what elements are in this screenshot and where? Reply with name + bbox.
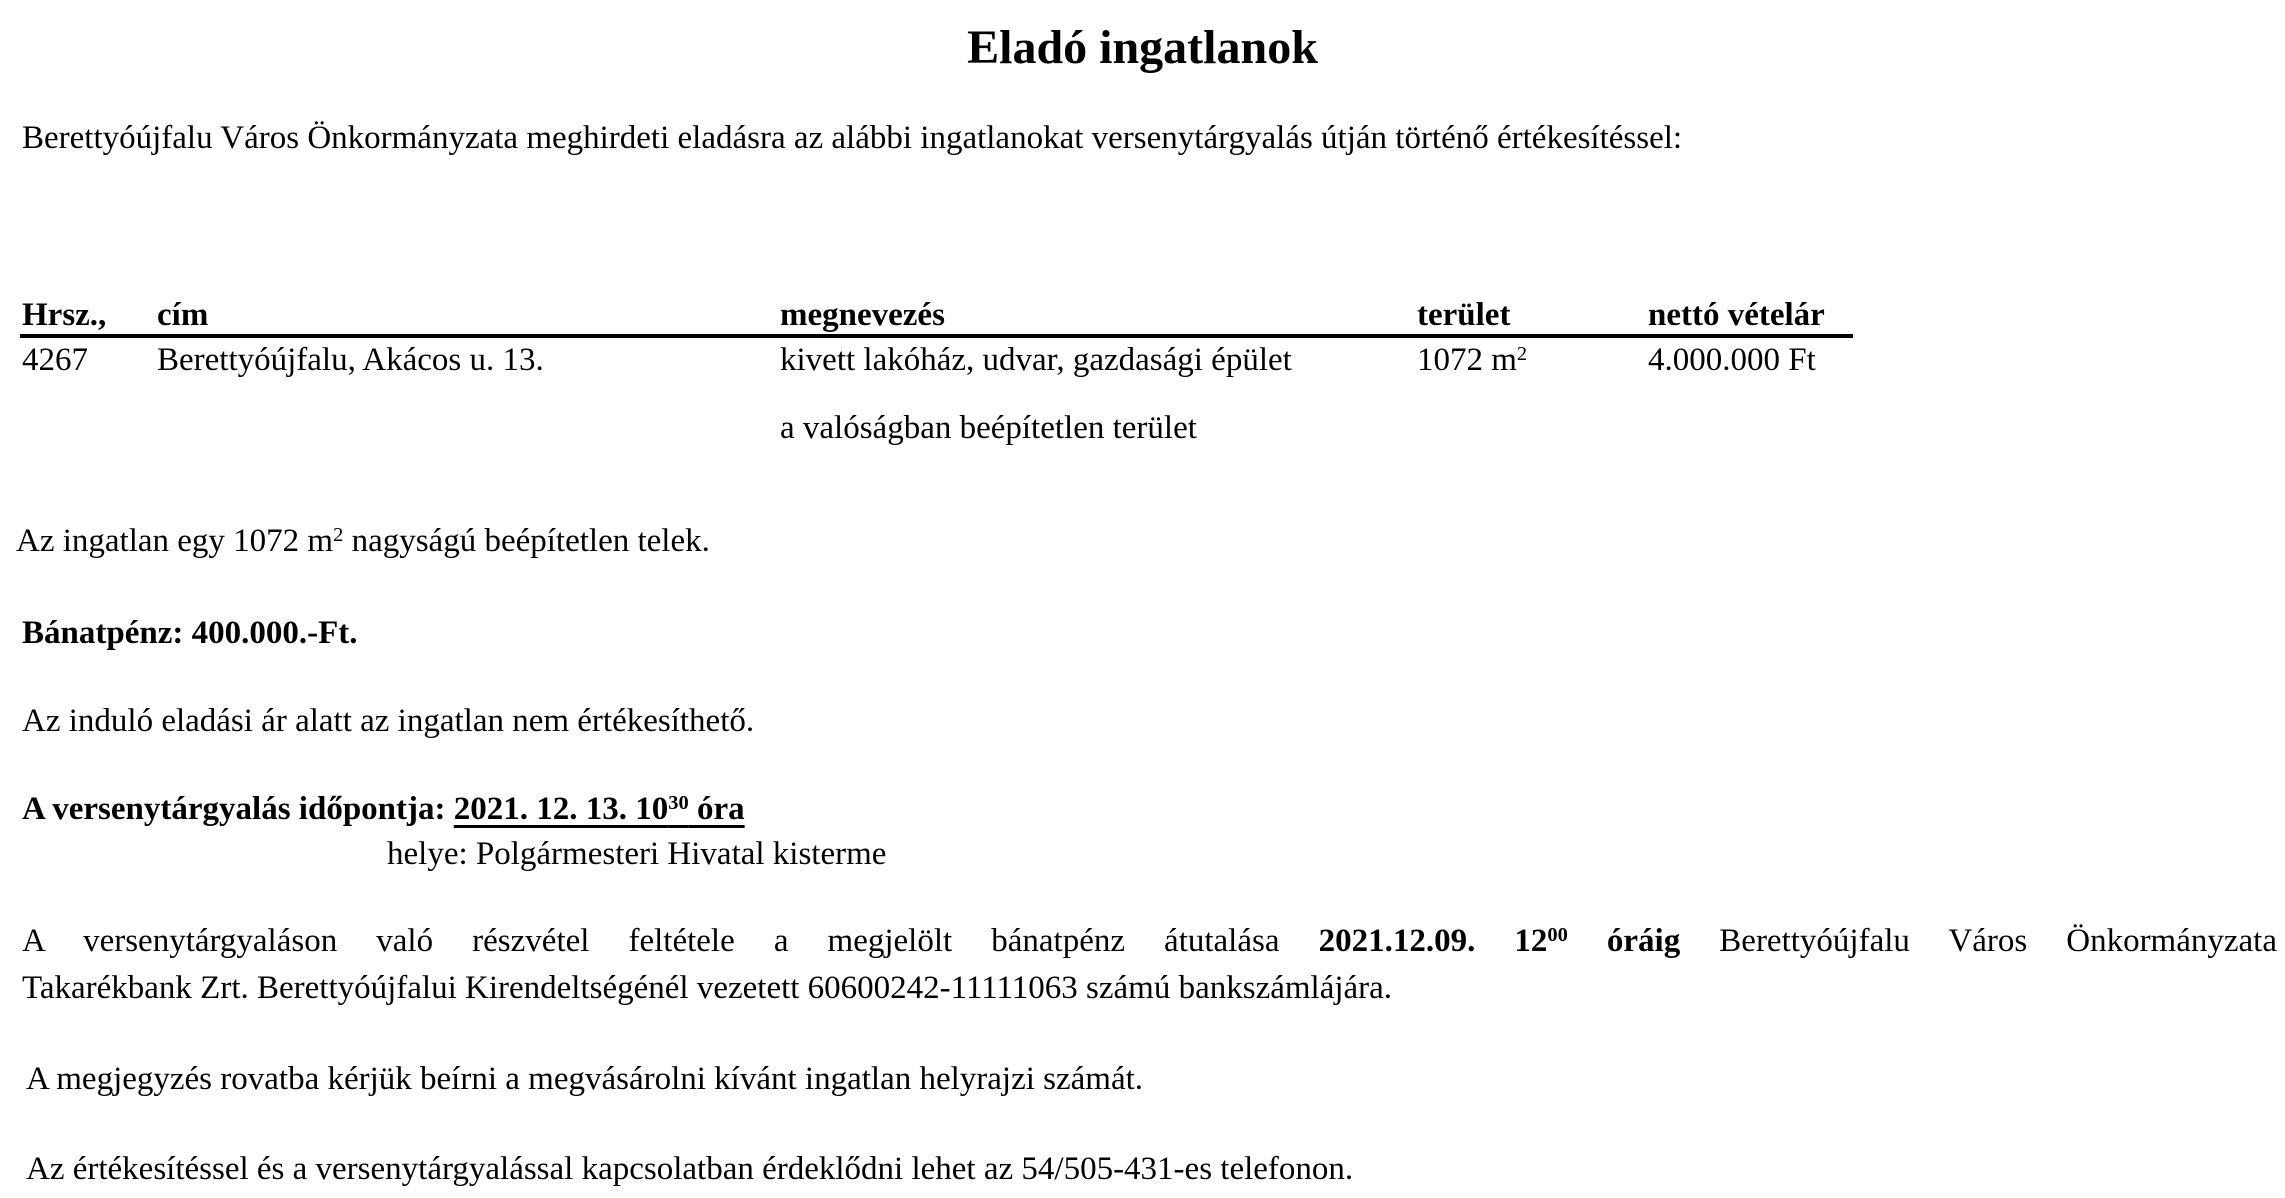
page-title: Eladó ingatlanok	[967, 21, 1318, 74]
header-megnevezes: megnevezés	[780, 297, 945, 333]
deposit-amount: Bánatpénz: 400.000.-Ft.	[22, 615, 358, 651]
table-header-rule	[20, 334, 1853, 338]
auction-datetime-value	[454, 791, 745, 827]
auction-time-suffix: óra	[688, 791, 745, 827]
auction-datetime	[22, 793, 745, 826]
condition-text-after: Berettyóújfalu Város Önkormányzata	[1680, 923, 2277, 959]
cell-megnevezes-note: a valóságban beépítetlen terület	[780, 410, 1197, 446]
desc-text: Az ingatlan egy 1072 m	[16, 523, 334, 559]
contact-info: Az értékesítéssel és a versenytárgyalással kapcsolatban érdeklődni lehet az 54/505-431-es telefonon.	[26, 1151, 1354, 1187]
header-terulet: terület	[1417, 297, 1511, 333]
header-cim: cím	[157, 297, 209, 333]
intro-paragraph: Berettyóújfalu Város Önkormányzata meghirdeti eladásra az alábbi ingatlanokat versenytárgyalás útján történő értékesítéssel:	[22, 120, 1683, 156]
participation-condition	[22, 925, 2277, 958]
header-netto-vetelar: nettó vételár	[1648, 297, 1825, 333]
auction-location: helye: Polgármesteri Hivatal kisterme	[387, 836, 887, 872]
header-hrsz: Hrsz.,	[22, 297, 107, 333]
desc-text-after: nagyságú beépítetlen telek.	[343, 523, 710, 559]
cell-megnevezes: kivett lakóház, udvar, gazdasági épület	[780, 342, 1292, 378]
cell-netto-vetelar: 4.000.000 Ft	[1648, 342, 1816, 378]
auction-datetime-label: A versenytárgyalás időpontja:	[22, 791, 454, 827]
deadline-suffix: óráig	[1567, 923, 1681, 959]
terulet-unit-exponent: 2	[1516, 342, 1528, 365]
cell-hrsz: 4267	[22, 342, 88, 378]
deadline-date: 2021.12.09. 12	[1318, 923, 1548, 959]
remark-instruction: A megjegyzés rovatba kérjük beírni a megvásárolni kívánt ingatlan helyrajzi számát.	[26, 1061, 1144, 1097]
bank-account-info: Takarékbank Zrt. Berettyóújfalui Kirendeltségénél vezetett 60600242-11111063 számú bankszámlájára.	[22, 970, 1393, 1006]
cell-cim: Berettyóújfalu, Akácos u. 13.	[157, 342, 544, 378]
deposit-deadline	[1319, 923, 1681, 959]
cell-terulet	[1417, 344, 1527, 377]
terulet-value: 1072 m	[1417, 342, 1517, 378]
property-description	[16, 525, 710, 558]
minimum-price-note: Az induló eladási ár alatt az ingatlan nem értékesíthető.	[22, 703, 755, 739]
desc-exponent: 2	[333, 523, 344, 546]
auction-date: 2021. 12. 13. 10	[453, 791, 669, 827]
condition-text: A versenytárgyaláson való részvétel feltétele a megjelölt bánatpénz átutalása	[22, 923, 1319, 959]
auction-time-minutes: 30	[668, 791, 689, 814]
deadline-minutes: 00	[1547, 923, 1568, 946]
